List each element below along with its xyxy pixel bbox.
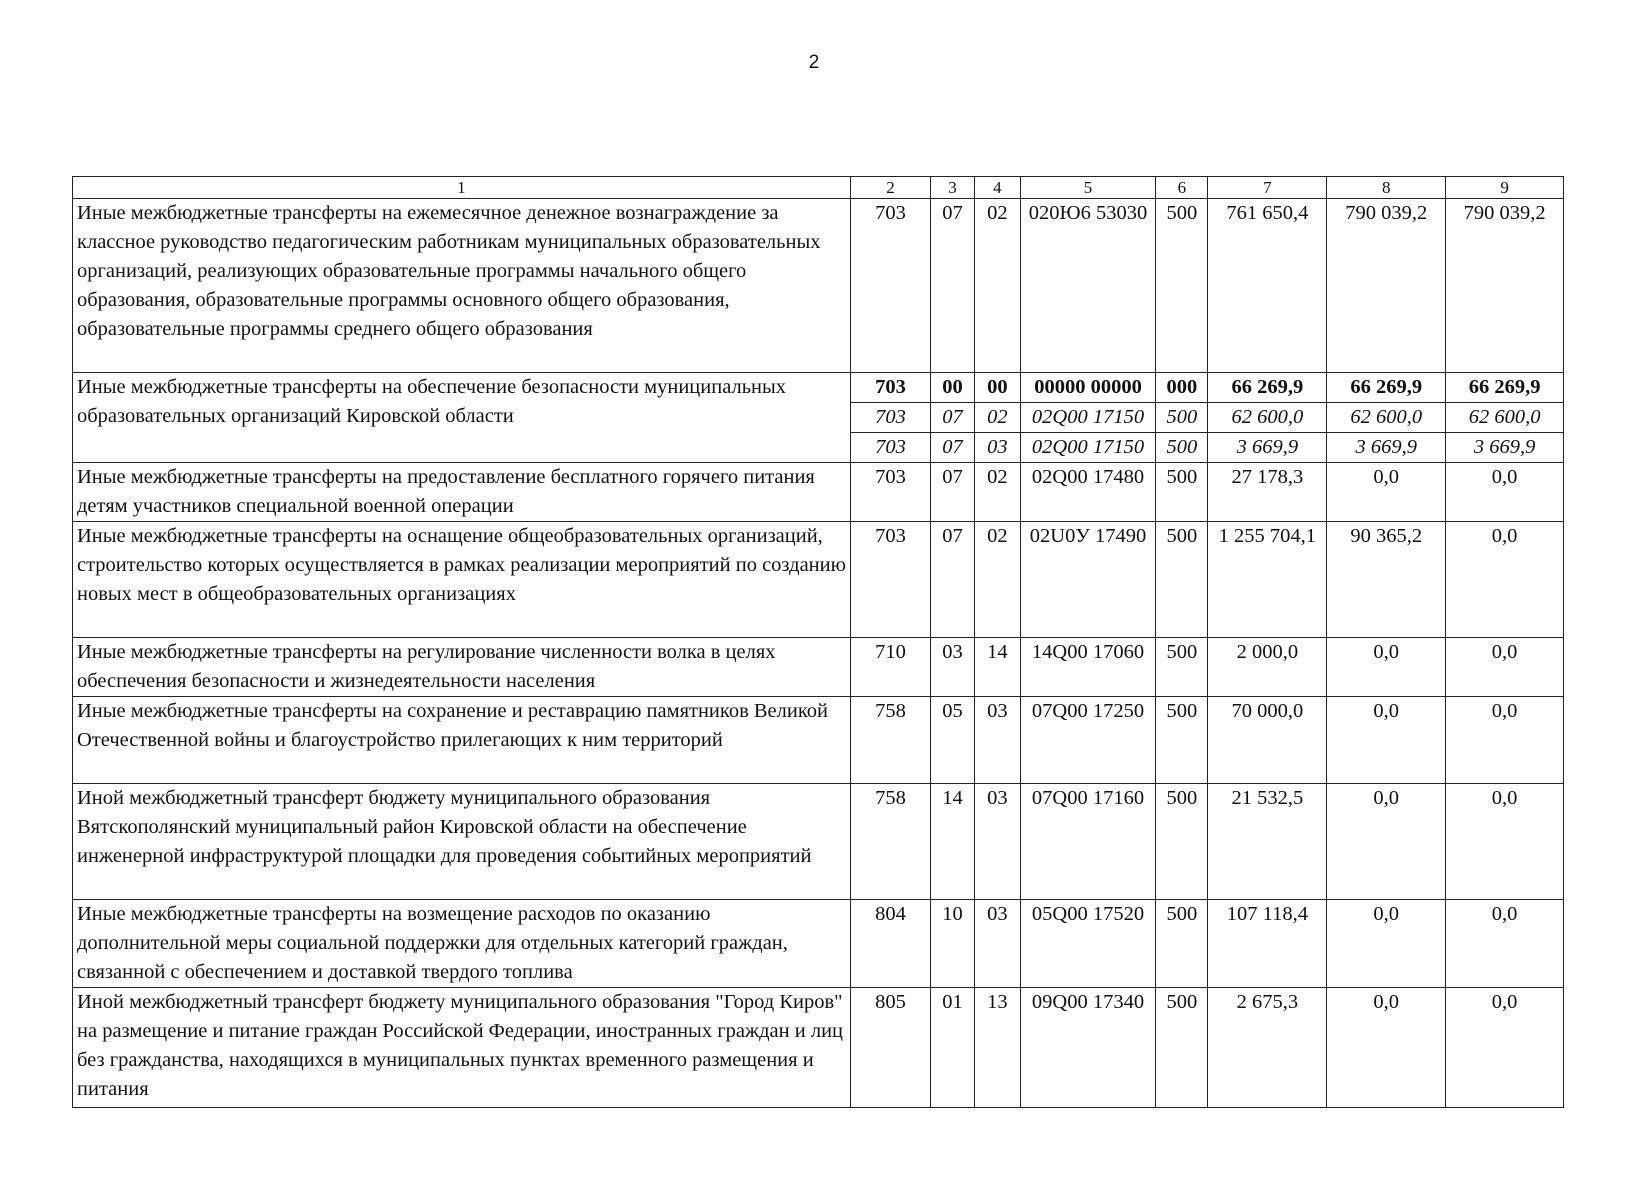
- table-row: [73, 988, 1564, 1108]
- target-article-code: 02Q00 17150: [1020, 433, 1156, 463]
- expense-type-code: 000: [1156, 373, 1208, 403]
- amount-col8: 0,0: [1327, 697, 1446, 784]
- subsection-code: 00: [974, 373, 1020, 403]
- target-article-code: 00000 00000: [1020, 373, 1156, 403]
- amount-col9: 0,0: [1446, 697, 1564, 784]
- amount-col7: 66 269,9: [1208, 373, 1327, 403]
- transfer-description: Иные межбюджетные трансферты на обеспечение безопасности муниципальных образовательных организаций Кировской области: [73, 373, 851, 463]
- amount-col7: 62 600,0: [1208, 403, 1327, 433]
- target-article-code: 02Q00 17480: [1020, 463, 1156, 522]
- transfer-description: Иные межбюджетные трансферты на сохранение и реставрацию памятников Великой Отечественной войны и благоустройство прилегающих к ним территорий: [73, 697, 851, 784]
- subsection-code: 03: [974, 433, 1020, 463]
- amount-col7: 3 669,9: [1208, 433, 1327, 463]
- amount-col7: 27 178,3: [1208, 463, 1327, 522]
- expense-type-code: 500: [1156, 900, 1208, 988]
- amount-col9: 62 600,0: [1446, 403, 1564, 433]
- subsection-code: 13: [974, 988, 1020, 1108]
- subsection-code: 02: [974, 199, 1020, 373]
- transfer-description: Иные межбюджетные трансферты на предоставление бесплатного горячего питания детям участников специальной военной операции: [73, 463, 851, 522]
- target-article-code: 14Q00 17060: [1020, 638, 1156, 697]
- section-code: 07: [931, 463, 975, 522]
- table-row-total: [73, 373, 1564, 403]
- section-code: 07: [931, 199, 975, 373]
- target-article-code: 09Q00 17340: [1020, 988, 1156, 1108]
- table-row: [73, 199, 1564, 373]
- amount-col9: 66 269,9: [1446, 373, 1564, 403]
- ministry-code: 703: [850, 433, 930, 463]
- section-code: 10: [931, 900, 975, 988]
- target-article-code: 07Q00 17160: [1020, 784, 1156, 900]
- subsection-code: 14: [974, 638, 1020, 697]
- page-number: 2: [808, 52, 820, 73]
- expense-type-code: 500: [1156, 433, 1208, 463]
- subsection-code: 02: [974, 463, 1020, 522]
- expense-type-code: 500: [1156, 463, 1208, 522]
- column-number: 4: [974, 177, 1020, 199]
- subsection-code: 03: [974, 900, 1020, 988]
- target-article-code: 02Q00 17150: [1020, 403, 1156, 433]
- amount-col8: 90 365,2: [1327, 522, 1446, 638]
- table-row: [73, 638, 1564, 697]
- column-number: 5: [1020, 177, 1156, 199]
- expense-type-code: 500: [1156, 403, 1208, 433]
- ministry-code: 703: [850, 199, 930, 373]
- target-article-code: 05Q00 17520: [1020, 900, 1156, 988]
- amount-col8: 790 039,2: [1327, 199, 1446, 373]
- amount-col8: 62 600,0: [1327, 403, 1446, 433]
- expense-type-code: 500: [1156, 522, 1208, 638]
- column-number-header: [73, 177, 1564, 199]
- column-number: 2: [850, 177, 930, 199]
- column-number: 1: [73, 177, 851, 199]
- ministry-code: 703: [850, 463, 930, 522]
- amount-col8: 3 669,9: [1327, 433, 1446, 463]
- section-code: 00: [931, 373, 975, 403]
- amount-col8: 0,0: [1327, 900, 1446, 988]
- ministry-code: 703: [850, 522, 930, 638]
- transfer-description: Иной межбюджетный трансферт бюджету муниципального образования Вятскополянский муниципальный район Кировской области на обеспечение инженерной инфраструктурой площадки для проведения событийных мероприятий: [73, 784, 851, 900]
- transfer-description: Иные межбюджетные трансферты на ежемесячное денежное вознаграждение за классное руководство педагогическим работникам муниципальных образовательных организаций, реализующих образовательные программы начального общего образования, образовательные программы основного общего образования, образовательные программы среднего общего образования: [73, 199, 851, 373]
- amount-col8: 0,0: [1327, 638, 1446, 697]
- amount-col8: 66 269,9: [1327, 373, 1446, 403]
- subsection-code: 03: [974, 784, 1020, 900]
- section-code: 03: [931, 638, 975, 697]
- amount-col9: 0,0: [1446, 463, 1564, 522]
- amount-col9: 0,0: [1446, 638, 1564, 697]
- amount-col8: 0,0: [1327, 988, 1446, 1108]
- transfer-description: Иные межбюджетные трансферты на регулирование численности волка в целях обеспечения безопасности и жизнедеятельности населения: [73, 638, 851, 697]
- ministry-code: 758: [850, 697, 930, 784]
- subsection-code: 03: [974, 697, 1020, 784]
- ministry-code: 703: [850, 373, 930, 403]
- amount-col8: 0,0: [1327, 784, 1446, 900]
- section-code: 07: [931, 403, 975, 433]
- table-row: [73, 784, 1564, 900]
- amount-col8: 0,0: [1327, 463, 1446, 522]
- transfer-description: Иные межбюджетные трансферты на возмещение расходов по оказанию дополнительной меры социальной поддержки для отдельных категорий граждан, связанной с обеспечением и доставкой твердого топлива: [73, 900, 851, 988]
- table-row: [73, 522, 1564, 638]
- amount-col9: 0,0: [1446, 900, 1564, 988]
- table-row: [73, 900, 1564, 988]
- amount-col7: 21 532,5: [1208, 784, 1327, 900]
- amount-col9: 790 039,2: [1446, 199, 1564, 373]
- amount-col7: 2 000,0: [1208, 638, 1327, 697]
- amount-col9: 0,0: [1446, 784, 1564, 900]
- table-row: [73, 697, 1564, 784]
- column-number: 8: [1327, 177, 1446, 199]
- budget-table: [72, 176, 1564, 1108]
- amount-col7: 70 000,0: [1208, 697, 1327, 784]
- ministry-code: 710: [850, 638, 930, 697]
- expense-type-code: 500: [1156, 638, 1208, 697]
- column-number: 9: [1446, 177, 1564, 199]
- expense-type-code: 500: [1156, 988, 1208, 1108]
- amount-col7: 761 650,4: [1208, 199, 1327, 373]
- transfer-description: Иной межбюджетный трансферт бюджету муниципального образования "Город Киров" на размещение и питание граждан Российской Федерации, иностранных граждан и лиц без гражданства, находящихся в муниципальных пунктах временного размещения и питания: [73, 988, 851, 1108]
- expense-type-code: 500: [1156, 697, 1208, 784]
- ministry-code: 804: [850, 900, 930, 988]
- column-number: 3: [931, 177, 975, 199]
- ministry-code: 758: [850, 784, 930, 900]
- target-article-code: 02U0У 17490: [1020, 522, 1156, 638]
- table-row: [73, 463, 1564, 522]
- subsection-code: 02: [974, 522, 1020, 638]
- amount-col7: 107 118,4: [1208, 900, 1327, 988]
- expense-type-code: 500: [1156, 199, 1208, 373]
- amount-col9: 0,0: [1446, 988, 1564, 1108]
- target-article-code: 07Q00 17250: [1020, 697, 1156, 784]
- expense-type-code: 500: [1156, 784, 1208, 900]
- amount-col9: 0,0: [1446, 522, 1564, 638]
- section-code: 14: [931, 784, 975, 900]
- ministry-code: 805: [850, 988, 930, 1108]
- section-code: 05: [931, 697, 975, 784]
- column-number: 7: [1208, 177, 1327, 199]
- amount-col9: 3 669,9: [1446, 433, 1564, 463]
- transfer-description: Иные межбюджетные трансферты на оснащение общеобразовательных организаций, строительство которых осуществляется в рамках реализации мероприятий по созданию новых мест в общеобразовательных организациях: [73, 522, 851, 638]
- section-code: 07: [931, 522, 975, 638]
- amount-col7: 1 255 704,1: [1208, 522, 1327, 638]
- ministry-code: 703: [850, 403, 930, 433]
- column-number: 6: [1156, 177, 1208, 199]
- subsection-code: 02: [974, 403, 1020, 433]
- target-article-code: 020Ю6 53030: [1020, 199, 1156, 373]
- section-code: 01: [931, 988, 975, 1108]
- section-code: 07: [931, 433, 975, 463]
- amount-col7: 2 675,3: [1208, 988, 1327, 1108]
